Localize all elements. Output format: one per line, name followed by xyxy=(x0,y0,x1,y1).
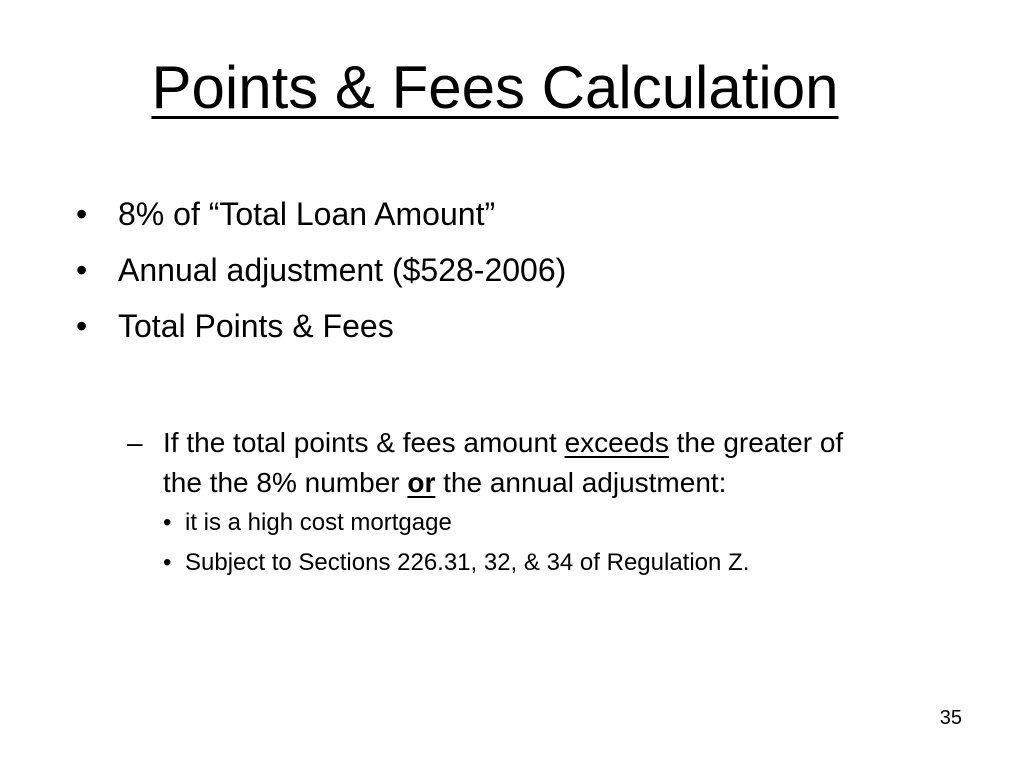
slide-title-text: Points & Fees Calculation xyxy=(151,54,839,121)
main-bullet-list xyxy=(76,194,566,362)
sub-bullet-item xyxy=(163,507,887,539)
sub-point-text-3: the annual adjustment: xyxy=(435,467,727,498)
sub-bullet-text: Subject to Sections 226.31, 32, & 34 of Regulation Z. xyxy=(185,549,750,576)
bullet-item xyxy=(76,194,566,234)
dash-icon: – xyxy=(127,427,143,458)
sub-bullet-list xyxy=(163,507,887,579)
bullet-text: Total Points & Fees xyxy=(118,308,394,344)
bullet-item xyxy=(76,250,566,290)
sub-bullet-item xyxy=(163,547,887,579)
bullet-icon: • xyxy=(76,196,88,232)
sub-bullet-icon: • xyxy=(163,509,172,536)
sub-bullet-icon: • xyxy=(163,549,172,576)
sub-point-text-1: If the total points & fees amount xyxy=(163,427,565,458)
bullet-icon: • xyxy=(76,252,88,288)
bullet-text: 8% of “Total Loan Amount” xyxy=(118,196,496,232)
bullet-icon: • xyxy=(76,308,88,344)
sub-point-list xyxy=(127,423,887,587)
exceeds-emphasis: exceeds xyxy=(564,427,669,458)
bullet-item xyxy=(76,306,566,346)
sub-bullet-text: it is a high cost mortgage xyxy=(185,509,452,536)
sub-point-item xyxy=(127,423,887,579)
page-number: 35 xyxy=(939,707,962,729)
bullet-text: Annual adjustment ($528-2006) xyxy=(118,252,567,288)
slide-title xyxy=(0,52,990,124)
or-emphasis: or xyxy=(407,467,436,498)
sub-point-text-2: the greater of the the 8% number xyxy=(163,427,844,498)
